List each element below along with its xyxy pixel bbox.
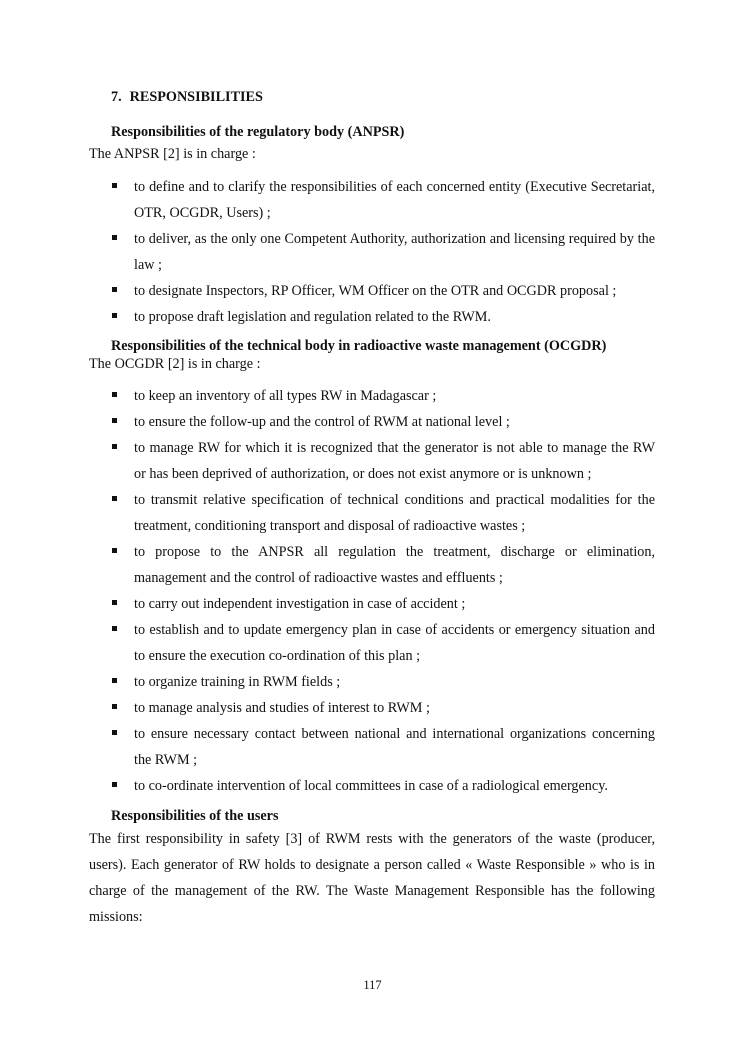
subheading-ocgdr: Responsibilities of the technical body in radioactive waste management (OCGDR) <box>111 338 607 354</box>
bullet-icon <box>112 287 117 292</box>
list-item: to designate Inspectors, RP Officer, WM Officer on the OTR and OCGDR proposal ; <box>89 278 655 304</box>
bullet-icon <box>112 235 117 240</box>
bullet-icon <box>112 392 117 397</box>
intro-anpsr: The ANPSR [2] is in charge : <box>89 146 256 162</box>
bullet-icon <box>112 418 117 423</box>
bullet-icon <box>112 313 117 318</box>
bullet-icon <box>112 704 117 709</box>
section-number: 7. <box>111 89 122 105</box>
list-item: to establish and to update emergency plan in case of accidents or emergency situation and to ensure the execution co-ordination of this plan ; <box>89 617 655 669</box>
bullet-icon <box>112 444 117 449</box>
list-item: to propose to the ANPSR all regulation the treatment, discharge or elimination, management and the control of radioactive wastes and effluents ; <box>89 539 655 591</box>
list-item: to transmit relative specification of technical conditions and practical modalities for the treatment, conditioning transport and disposal of radioactive wastes ; <box>89 487 655 539</box>
list-item: to propose draft legislation and regulation related to the RWM. <box>89 304 655 330</box>
document-body <box>89 87 655 930</box>
bullet-icon <box>112 782 117 787</box>
list-item: to co-ordinate intervention of local committees in case of a radiological emergency. <box>89 773 655 799</box>
list-item: to manage RW for which it is recognized that the generator is not able to manage the RW or has been deprived of authorization, or does not exist anymore or is unknown ; <box>89 435 655 487</box>
section-heading <box>111 87 655 107</box>
subheading-anpsr: Responsibilities of the regulatory body (ANPSR) <box>111 124 405 140</box>
list-ocgdr <box>89 383 655 799</box>
intro-ocgdr: The OCGDR [2] is in charge : <box>89 356 261 372</box>
bullet-icon <box>112 548 117 553</box>
bullet-icon <box>112 600 117 605</box>
bullet-icon <box>112 496 117 501</box>
list-item: to define and to clarify the responsibilities of each concerned entity (Executive Secretariat, OTR, OCGDR, Users) ; <box>89 174 655 226</box>
bullet-icon <box>112 678 117 683</box>
list-item: to ensure necessary contact between national and international organizations concerning the RWM ; <box>89 721 655 773</box>
bullet-icon <box>112 183 117 188</box>
bullet-icon <box>112 626 117 631</box>
paragraph-users: The first responsibility in safety [3] of RWM rests with the generators of the waste (producer, users). Each generator of RW holds to designate a person called « Waste Responsible » who is in charge of the management of the RW. The Waste Management Responsible has the following missions: <box>89 831 655 925</box>
list-anpsr <box>89 174 655 330</box>
bullet-icon <box>112 730 117 735</box>
page-number: 117 <box>363 978 382 992</box>
subheading-users: Responsibilities of the users <box>111 808 279 824</box>
list-item: to ensure the follow-up and the control of RWM at national level ; <box>89 409 655 435</box>
section-title: RESPONSIBILITIES <box>129 89 263 105</box>
list-item: to deliver, as the only one Competent Authority, authorization and licensing required by the law ; <box>89 226 655 278</box>
list-item: to carry out independent investigation in case of accident ; <box>89 591 655 617</box>
list-item: to organize training in RWM fields ; <box>89 669 655 695</box>
list-item: to keep an inventory of all types RW in Madagascar ; <box>89 383 655 409</box>
list-item: to manage analysis and studies of interest to RWM ; <box>89 695 655 721</box>
